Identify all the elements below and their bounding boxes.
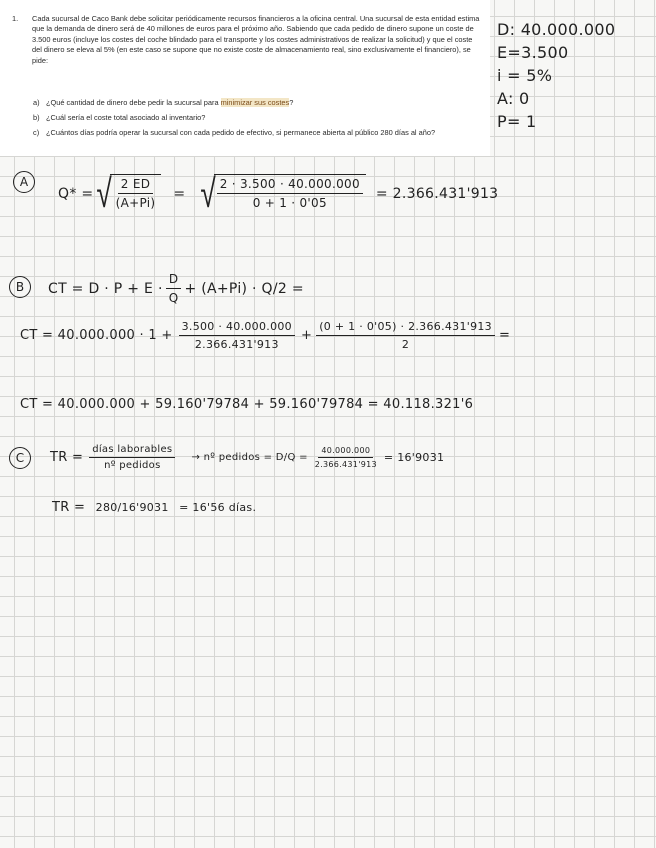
part-c-f1-den: nº pedidos <box>104 460 161 471</box>
question-a-label: a) <box>33 98 40 107</box>
part-a-circle: A <box>13 171 35 193</box>
highlight: minimizar sus costes <box>220 98 290 107</box>
equals-sign: = <box>498 328 511 343</box>
question-b-label: b) <box>33 113 40 122</box>
plus-sign: + <box>300 328 313 343</box>
part-c-line2-lhs: TR = <box>52 500 86 515</box>
part-b-formula <box>48 272 304 305</box>
part-c-f1-num: días laborables <box>89 444 175 458</box>
part-a-f1-den: (A+Pi) <box>115 196 156 210</box>
question-b: ¿Cuál sería el coste total asociado al inventario? <box>46 113 206 122</box>
part-c-f2-den: 2.366.431'913 <box>314 460 377 469</box>
part-b-line2-f2-num: (0 + 1 · 0'05) · 2.366.431'913 <box>316 320 495 336</box>
part-c-arrow: → nº pedidos = D/Q = <box>191 452 308 463</box>
given-price: P= 1 <box>497 112 537 131</box>
sqrt-sign: √ $\frac{2 ED}{(A+Pi)}$ <box>93 174 161 214</box>
part-c-circle: C <box>9 447 31 469</box>
problem-number: 1. <box>12 14 19 23</box>
part-c-line1 <box>50 444 444 471</box>
part-b-frac-num: D <box>166 272 182 289</box>
question-a: ¿Qué cantidad de dinero debe pedir la sucursal para minimizar sus costes? <box>46 98 294 107</box>
given-interest: i = 5% <box>497 66 553 85</box>
part-a-lhs: Q* = <box>58 186 94 202</box>
part-c-line2 <box>52 500 256 515</box>
part-b-line2-lhs: CT = 40.000.000 · 1 + <box>20 328 173 343</box>
problem-statement: Cada sucursal de Caco Bank debe solicitar periódicamente recursos financieros a la oficina central. Una sucursal de esta entidad estima que la demanda de dinero será de 40 millones de euros para el próximo año. Sabiendo que cada pedido de dinero supone un coste de 3.500 euros (incluye los costes del coche blindado para el transporte y los costes administrativos de realizar la solicitud) y que el coste del dinero se eleva al 5% (en este caso se supone que no existe coste de almacenamiento real, sino exclusivamente el financiero), se pide: <box>32 14 480 65</box>
part-c-result: = 16'9031 <box>383 451 445 464</box>
part-c-f2-num: 40.000.000 <box>318 446 373 458</box>
part-b-line2-f2-den: 2 <box>401 338 410 351</box>
part-a-f2-den: 0 + 1 · 0'05 <box>252 196 327 210</box>
part-a-f2-num: 2 · 3.500 · 40.000.000 <box>217 177 363 194</box>
equals-sign: = <box>173 186 186 202</box>
part-b-formula-rhs: + (A+Pi) · Q/2 = <box>184 280 304 297</box>
part-b-line2-f1-den: 2.366.431'913 <box>194 338 279 351</box>
part-b-formula-lhs: CT = D · P + E · <box>48 280 163 297</box>
part-a-result: = 2.366.431'913 <box>375 186 499 202</box>
part-a-f1-num: 2 ED <box>118 177 153 194</box>
part-c-lhs: TR = <box>50 450 84 465</box>
part-c-line2-expr: 280/16'9031 <box>95 501 169 514</box>
part-a-equation <box>58 171 499 217</box>
part-b-line3: CT = 40.000.000 + 59.160'79784 + 59.160'79784 = 40.118.321'6 <box>20 397 474 412</box>
part-b-circle: B <box>9 276 31 298</box>
part-b-frac-den: Q <box>168 291 179 305</box>
sqrt-sign: √ $\frac{2 \cdot 3.500 \cdot 40.000.000}{0 + 1 \cdot 0'05}$ <box>197 174 365 214</box>
question-c-label: c) <box>33 128 40 137</box>
given-demand: D: 40.000.000 <box>497 20 616 39</box>
part-b-line2 <box>20 320 510 351</box>
part-c-line2-result: = 16'56 días. <box>179 501 257 514</box>
part-b-line2-f1-num: 3.500 · 40.000.000 <box>179 320 295 336</box>
question-c: ¿Cuántos días podría operar la sucursal con cada pedido de efectivo, si permanece abierta al público 280 días al año? <box>46 128 436 137</box>
problem-card <box>0 0 490 156</box>
given-storage: A: 0 <box>497 89 530 108</box>
given-order-cost: E=3.500 <box>497 43 569 62</box>
